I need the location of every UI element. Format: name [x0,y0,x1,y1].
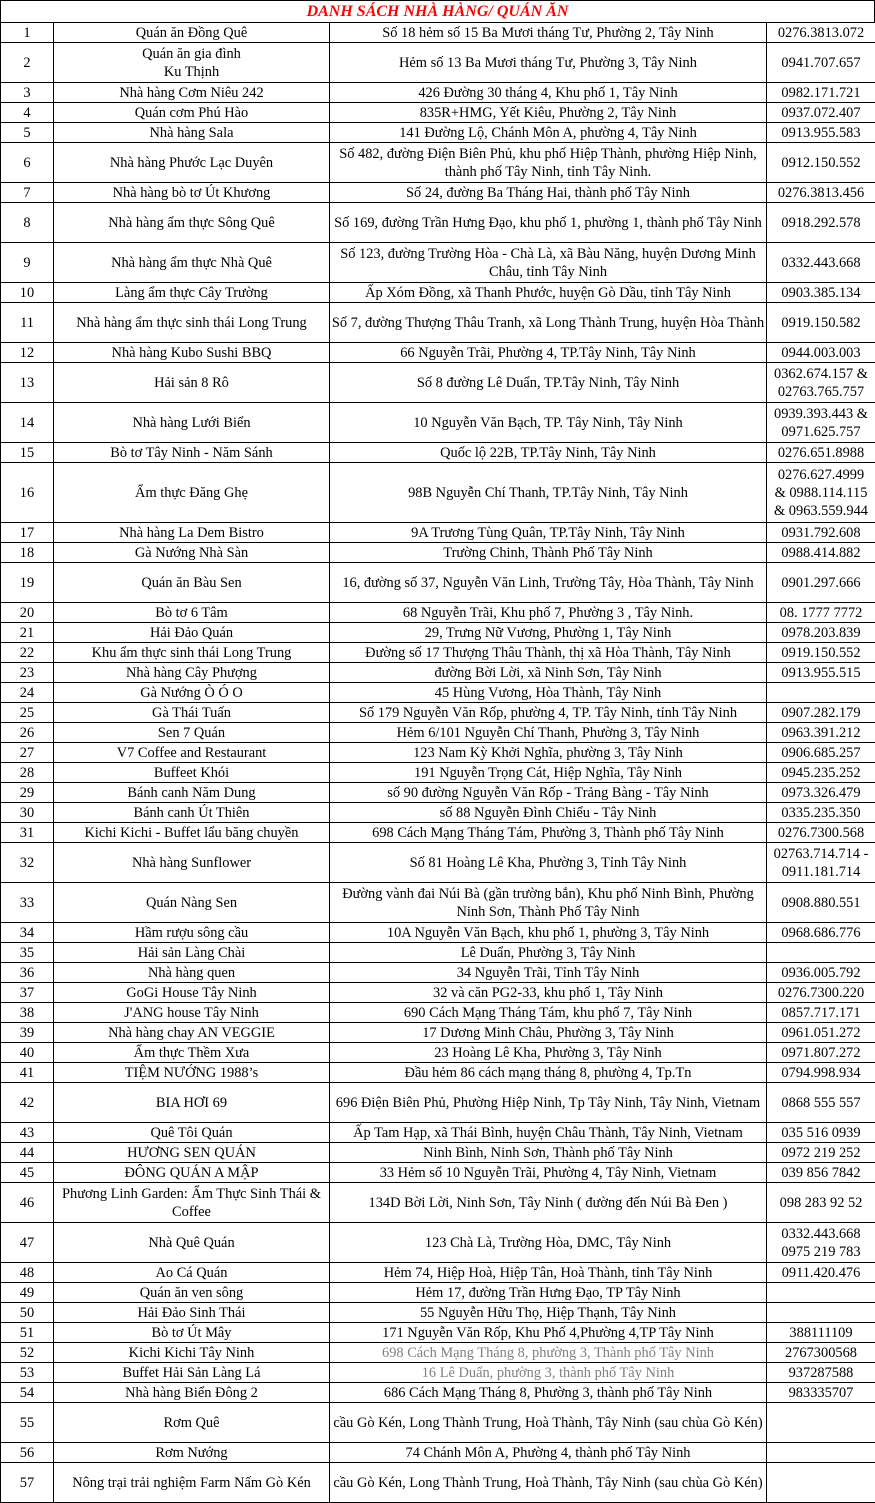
restaurant-address: 426 Đường 30 tháng 4, Khu phố 1, Tây Ninh [330,83,767,103]
restaurant-address: Hẻm 6/101 Nguyễn Chí Thanh, Phường 3, Tây Ninh [330,723,767,743]
restaurant-phone: 0276.627.4999 & 0988.114.115 & 0963.559.944 [767,463,875,523]
restaurant-phone: 0944.003.003 [767,343,875,363]
row-number: 33 [1,883,54,923]
restaurant-name: Quê Tôi Quán [54,1123,330,1143]
restaurant-phone [767,1303,875,1323]
restaurant-phone: 0937.072.407 [767,103,875,123]
restaurant-address: 68 Nguyễn Trãi, Khu phố 7, Phường 3 , Tây Ninh. [330,603,767,623]
table-row [1,303,875,343]
row-number: 16 [1,463,54,523]
restaurant-name: Kichi Kichi Tây Ninh [54,1343,330,1363]
restaurant-name: BIA HƠI 69 [54,1083,330,1123]
restaurant-name: Nhà hàng Cây Phượng [54,663,330,683]
restaurant-name: Nhà Quê Quán [54,1223,330,1263]
restaurant-phone: 0906.685.257 [767,743,875,763]
table-row [1,523,875,543]
row-number: 13 [1,363,54,403]
restaurant-phone: 983335707 [767,1383,875,1403]
restaurant-address: 171 Nguyễn Văn Rốp, Khu Phố 4,Phường 4,TP Tây Ninh [330,1323,767,1343]
table-row [1,243,875,283]
row-number: 50 [1,1303,54,1323]
restaurant-phone: 0911.420.476 [767,1263,875,1283]
table-row [1,663,875,683]
row-number: 7 [1,183,54,203]
row-number: 6 [1,143,54,183]
row-number: 23 [1,663,54,683]
restaurant-phone: 0332.443.668 0975 219 783 [767,1223,875,1263]
row-number: 22 [1,643,54,663]
restaurant-address: 9A Trương Tùng Quân, TP.Tây Ninh, Tây Ninh [330,523,767,543]
restaurant-phone: 0961.051.272 [767,1023,875,1043]
table-row [1,1223,875,1263]
table-row [1,743,875,763]
table-row [1,1163,875,1183]
restaurant-phone: 0972 219 252 [767,1143,875,1163]
restaurant-address: 10A Nguyễn Văn Bạch, khu phố 1, phường 3, Tây Ninh [330,923,767,943]
restaurant-name: Buffeet Khói [54,763,330,783]
table-row [1,783,875,803]
restaurant-name: Nhà hàng Sala [54,123,330,143]
table-row [1,1443,875,1463]
restaurant-address: Hẻm 74, Hiệp Hoà, Hiệp Tân, Hoà Thành, tỉnh Tây Ninh [330,1263,767,1283]
row-number: 43 [1,1123,54,1143]
restaurant-phone: 0919.150.552 [767,643,875,663]
restaurant-phone [767,683,875,703]
restaurant-address: Trường Chinh, Thành Phố Tây Ninh [330,543,767,563]
table-row [1,123,875,143]
row-number: 36 [1,963,54,983]
restaurant-phone [767,1403,875,1443]
restaurant-address: Số 7, đường Thượng Thâu Tranh, xã Long Thành Trung, huyện Hòa Thành [330,303,767,343]
restaurant-address: số 88 Nguyễn Đình Chiểu - Tây Ninh [330,803,767,823]
restaurant-name: V7 Coffee and Restaurant [54,743,330,763]
table-row [1,643,875,663]
row-number: 18 [1,543,54,563]
table-row [1,43,875,83]
row-number: 4 [1,103,54,123]
row-number: 49 [1,1283,54,1303]
restaurant-name: Gà Nướng Ò Ó O [54,683,330,703]
restaurant-address: Lê Duẩn, Phường 3, Tây Ninh [330,943,767,963]
restaurant-address: Hẻm số 13 Ba Mươi tháng Tư, Phường 3, Tây Ninh [330,43,767,83]
table-row [1,923,875,943]
restaurant-name: Bò tơ Tây Ninh - Năm Sánh [54,443,330,463]
table-row [1,1063,875,1083]
restaurant-address: 55 Nguyễn Hữu Thọ, Hiệp Thạnh, Tây Ninh [330,1303,767,1323]
restaurant-phone: 388111109 [767,1323,875,1343]
restaurant-name: Khu ẩm thực sinh thái Long Trung [54,643,330,663]
restaurant-phone: 0857.717.171 [767,1003,875,1023]
restaurant-name: Bánh canh Út Thiên [54,803,330,823]
restaurant-name: Nhà hàng ẩm thực Nhà Quê [54,243,330,283]
table-row [1,843,875,883]
restaurant-phone: 035 516 0939 [767,1123,875,1143]
table-row [1,1323,875,1343]
restaurant-phone [767,943,875,963]
restaurant-phone: 0968.686.776 [767,923,875,943]
table-row [1,1463,875,1503]
restaurant-name: Quán ăn Bàu Sen [54,563,330,603]
row-number: 40 [1,1043,54,1063]
restaurant-phone: 0276.651.8988 [767,443,875,463]
restaurant-address: 45 Hùng Vương, Hòa Thành, Tây Ninh [330,683,767,703]
table-row [1,363,875,403]
table-row [1,1403,875,1443]
restaurant-name: J'ANG house Tây Ninh [54,1003,330,1023]
restaurant-address: 698 Cách Mạng Tháng 8, phường 3, Thành phố Tây Ninh [330,1343,767,1363]
restaurant-name: Nhà hàng Kubo Sushi BBQ [54,343,330,363]
table-row [1,343,875,363]
restaurant-name: Ẩm thực Thềm Xưa [54,1043,330,1063]
table-row [1,103,875,123]
restaurant-name: Sen 7 Quán [54,723,330,743]
row-number: 37 [1,983,54,1003]
restaurant-phone: 0913.955.515 [767,663,875,683]
restaurant-address: 134D Bời Lời, Ninh Sơn, Tây Ninh ( đường đến Núi Bà Đen ) [330,1183,767,1223]
table-row [1,703,875,723]
restaurant-phone: 0332.443.668 [767,243,875,283]
restaurant-address: Đường vành đai Núi Bà (gần trường bắn), Khu phố Ninh Bình, Phường Ninh Sơn, Thành Phố Tây Ninh [330,883,767,923]
restaurant-name: Hầm rượu sông cầu [54,923,330,943]
row-number: 34 [1,923,54,943]
restaurant-name: Nhà hàng bò tơ Út Khương [54,183,330,203]
restaurant-name: Hải sản 8 Rô [54,363,330,403]
restaurant-phone: 0901.297.666 [767,563,875,603]
table-row [1,823,875,843]
restaurant-name: ĐÔNG QUÁN A MẬP [54,1163,330,1183]
restaurant-address: Số 169, đường Trần Hưng Đạo, khu phố 1, phường 1, thành phố Tây Ninh [330,203,767,243]
table-row [1,1383,875,1403]
sheet-title: DANH SÁCH NHÀ HÀNG/ QUÁN ĂN [0,0,875,22]
restaurant-phone: 0868 555 557 [767,1083,875,1123]
restaurant-name: Rơm Quê [54,1403,330,1443]
row-number: 12 [1,343,54,363]
restaurant-phone: 039 856 7842 [767,1163,875,1183]
row-number: 46 [1,1183,54,1223]
row-number: 30 [1,803,54,823]
table-row [1,543,875,563]
restaurant-phone: 0918.292.578 [767,203,875,243]
restaurant-name: Làng ẩm thực Cây Trường [54,283,330,303]
table-row [1,23,875,43]
table-row [1,803,875,823]
restaurant-phone: 0963.391.212 [767,723,875,743]
restaurant-name: Nhà hàng ẩm thực sinh thái Long Trung [54,303,330,343]
restaurant-address: 690 Cách Mạng Tháng Tám, khu phố 7, Tây Ninh [330,1003,767,1023]
restaurant-address: 835R+HMG, Yết Kiêu, Phường 2, Tây Ninh [330,103,767,123]
restaurant-address: Đường số 17 Thượng Thâu Thành, thị xã Hòa Thành, Tây Ninh [330,643,767,663]
table-row [1,1083,875,1123]
row-number: 20 [1,603,54,623]
restaurant-name: Hải sản Làng Chài [54,943,330,963]
table-row [1,1303,875,1323]
restaurant-phone: 0276.3813.072 [767,23,875,43]
restaurant-address: Quốc lộ 22B, TP.Tây Ninh, Tây Ninh [330,443,767,463]
restaurant-address: 696 Điện Biên Phủ, Phường Hiệp Ninh, Tp Tây Ninh, Tây Ninh, Vietnam [330,1083,767,1123]
restaurant-name: Rơm Nướng [54,1443,330,1463]
restaurant-name: Hải Đảo Sinh Thái [54,1303,330,1323]
restaurant-name: Nhà hàng Lưới Biển [54,403,330,443]
row-number: 1 [1,23,54,43]
restaurant-name: Ẩm thực Đăng Ghẹ [54,463,330,523]
table-row [1,1343,875,1363]
restaurant-phone: 0913.955.583 [767,123,875,143]
table-row [1,983,875,1003]
restaurant-address: 17 Dương Minh Châu, Phường 3, Tây Ninh [330,1023,767,1043]
restaurant-name: Nhà hàng chay AN VEGGIE [54,1023,330,1043]
restaurant-name: Nhà hàng La Dem Bistro [54,523,330,543]
table-row [1,1283,875,1303]
restaurant-address: 698 Cách Mạng Tháng Tám, Phường 3, Thành phố Tây Ninh [330,823,767,843]
row-number: 3 [1,83,54,103]
restaurant-name: GoGi House Tây Ninh [54,983,330,1003]
restaurant-name: Ao Cá Quán [54,1263,330,1283]
restaurant-phone: 0276.7300.568 [767,823,875,843]
table-row [1,443,875,463]
table-row [1,403,875,443]
row-number: 2 [1,43,54,83]
row-number: 47 [1,1223,54,1263]
row-number: 53 [1,1363,54,1383]
restaurant-phone: 937287588 [767,1363,875,1383]
restaurant-phone: 0936.005.792 [767,963,875,983]
table-row [1,83,875,103]
row-number: 26 [1,723,54,743]
restaurant-phone [767,1463,875,1503]
restaurant-name: Gà Nướng Nhà Sàn [54,543,330,563]
restaurant-name: Quán cơm Phú Hào [54,103,330,123]
restaurant-address: 66 Nguyễn Trãi, Phường 4, TP.Tây Ninh, Tây Ninh [330,343,767,363]
restaurant-phone: 0931.792.608 [767,523,875,543]
restaurant-phone: 098 283 92 52 [767,1183,875,1223]
table-row [1,763,875,783]
table-row [1,1003,875,1023]
row-number: 19 [1,563,54,603]
table-row [1,723,875,743]
restaurant-address: Số 81 Hoàng Lê Kha, Phường 3, Tỉnh Tây Ninh [330,843,767,883]
restaurant-phone: 2767300568 [767,1343,875,1363]
table-row [1,963,875,983]
table-row [1,1023,875,1043]
restaurant-name: Bò tơ Út Mây [54,1323,330,1343]
restaurant-address: Ấp Tam Hạp, xã Thái Bình, huyện Châu Thành, Tây Ninh, Vietnam [330,1123,767,1143]
table-row [1,1123,875,1143]
restaurant-name: Kichi Kichi - Buffet lẩu băng chuyền [54,823,330,843]
restaurant-phone: 02763.714.714 - 0911.181.714 [767,843,875,883]
row-number: 51 [1,1323,54,1343]
row-number: 56 [1,1443,54,1463]
table-row [1,143,875,183]
restaurant-table [0,22,875,1503]
table-row [1,203,875,243]
restaurant-name: Quán ăn Đồng Quê [54,23,330,43]
restaurant-name: HƯƠNG SEN QUÁN [54,1143,330,1163]
restaurant-address: Đầu hẻm 86 cách mạng tháng 8, phường 4, Tp.Tn [330,1063,767,1083]
row-number: 24 [1,683,54,703]
restaurant-address: đường Bời Lời, xã Ninh Sơn, Tây Ninh [330,663,767,683]
restaurant-name: Quán ăn gia đình Ku Thịnh [54,43,330,83]
row-number: 21 [1,623,54,643]
table-row [1,463,875,523]
restaurant-address: 191 Nguyễn Trọng Cát, Hiệp Nghĩa, Tây Ninh [330,763,767,783]
restaurant-phone [767,1283,875,1303]
table-row [1,943,875,963]
restaurant-address: Ninh Bình, Ninh Sơn, Thành phố Tây Ninh [330,1143,767,1163]
restaurant-address: 74 Chánh Môn A, Phường 4, thành phố Tây Ninh [330,1443,767,1463]
table-row [1,183,875,203]
restaurant-phone: 0941.707.657 [767,43,875,83]
row-number: 27 [1,743,54,763]
row-number: 41 [1,1063,54,1083]
row-number: 11 [1,303,54,343]
restaurant-phone: 0276.7300.220 [767,983,875,1003]
row-number: 42 [1,1083,54,1123]
row-number: 55 [1,1403,54,1443]
restaurant-address: 16, đường số 37, Nguyễn Văn Linh, Trường Tây, Hòa Thành, Tây Ninh [330,563,767,603]
restaurant-address: cầu Gò Kén, Long Thành Trung, Hoà Thành, Tây Ninh (sau chùa Gò Kén) [330,1403,767,1443]
restaurant-name: Bánh canh Năm Dung [54,783,330,803]
row-number: 31 [1,823,54,843]
restaurant-name: Phương Linh Garden: Ẩm Thực Sinh Thái & Coffee [54,1183,330,1223]
restaurant-name: Nhà hàng Biển Đông 2 [54,1383,330,1403]
row-number: 38 [1,1003,54,1023]
row-number: 5 [1,123,54,143]
row-number: 54 [1,1383,54,1403]
restaurant-phone: 0912.150.552 [767,143,875,183]
restaurant-address: Số 482, đường Điện Biên Phủ, khu phố Hiệp Thành, phường Hiệp Ninh, thành phố Tây Ninh, tỉnh Tây Ninh. [330,143,767,183]
row-number: 10 [1,283,54,303]
restaurant-address: Số 8 đường Lê Duẩn, TP.Tây Ninh, Tây Ninh [330,363,767,403]
restaurant-phone [767,1443,875,1463]
restaurant-phone: 0939.393.443 & 0971.625.757 [767,403,875,443]
restaurant-address: 16 Lê Duẩn, phường 3, thành phố Tây Ninh [330,1363,767,1383]
restaurant-address: 33 Hẻm số 10 Nguyễn Trãi, Phường 4, Tây Ninh, Vietnam [330,1163,767,1183]
row-number: 44 [1,1143,54,1163]
restaurant-address: Ấp Xóm Đồng, xã Thanh Phước, huyện Gò Dầu, tỉnh Tây Ninh [330,283,767,303]
restaurant-phone: 0988.414.882 [767,543,875,563]
restaurant-phone: 0335.235.350 [767,803,875,823]
table-row [1,683,875,703]
restaurant-address: 123 Nam Kỳ Khởi Nghĩa, phường 3, Tây Ninh [330,743,767,763]
restaurant-address: 98B Nguyễn Chí Thanh, TP.Tây Ninh, Tây Ninh [330,463,767,523]
row-number: 32 [1,843,54,883]
row-number: 29 [1,783,54,803]
table-row [1,623,875,643]
restaurant-name: Quán Nàng Sen [54,883,330,923]
restaurant-address: Số 123, đường Trường Hòa - Chà Là, xã Bàu Năng, huyện Dương Minh Châu, tỉnh Tây Ninh [330,243,767,283]
restaurant-phone: 0908.880.551 [767,883,875,923]
restaurant-name: Quán ăn ven sông [54,1283,330,1303]
table-row [1,1183,875,1223]
restaurant-address: 123 Chà Là, Trường Hòa, DMC, Tây Ninh [330,1223,767,1263]
restaurant-name: Buffet Hải Sản Làng Lá [54,1363,330,1383]
restaurant-address: cầu Gò Kén, Long Thành Trung, Hoà Thành, Tây Ninh (sau chùa Gò Kén) [330,1463,767,1503]
restaurant-phone: 0978.203.839 [767,623,875,643]
table-row [1,1143,875,1163]
restaurant-address: Số 179 Nguyễn Văn Rốp, phường 4, TP. Tây Ninh, tỉnh Tây Ninh [330,703,767,723]
table-row [1,883,875,923]
table-row [1,563,875,603]
row-number: 28 [1,763,54,783]
restaurant-address: 34 Nguyễn Trãi, Tỉnh Tây Ninh [330,963,767,983]
table-row [1,1363,875,1383]
row-number: 48 [1,1263,54,1283]
restaurant-address: 32 và căn PG2-33, khu phố 1, Tây Ninh [330,983,767,1003]
row-number: 52 [1,1343,54,1363]
row-number: 25 [1,703,54,723]
row-number: 15 [1,443,54,463]
restaurant-address: 29, Trưng Nữ Vương, Phường 1, Tây Ninh [330,623,767,643]
row-number: 35 [1,943,54,963]
restaurant-address: 10 Nguyễn Văn Bạch, TP. Tây Ninh, Tây Ninh [330,403,767,443]
restaurant-phone: 0973.326.479 [767,783,875,803]
restaurant-name: Gà Thái Tuấn [54,703,330,723]
table-row [1,603,875,623]
restaurant-name: Nhà hàng Cơm Niêu 242 [54,83,330,103]
restaurant-phone: 0982.171.721 [767,83,875,103]
table-row [1,1263,875,1283]
restaurant-address: 23 Hoàng Lê Kha, Phường 3, Tây Ninh [330,1043,767,1063]
restaurant-name: Hải Đảo Quán [54,623,330,643]
restaurant-address: Số 18 hẻm số 15 Ba Mươi tháng Tư, Phường 2, Tây Ninh [330,23,767,43]
row-number: 17 [1,523,54,543]
restaurant-name: TIỆM NƯỚNG 1988’s [54,1063,330,1083]
row-number: 57 [1,1463,54,1503]
restaurant-phone: 0362.674.157 & 02763.765.757 [767,363,875,403]
row-number: 45 [1,1163,54,1183]
restaurant-address: 686 Cách Mạng Tháng 8, Phường 3, thành phố Tây Ninh [330,1383,767,1403]
restaurant-name: Nông trại trải nghiệm Farm Nấm Gò Kén [54,1463,330,1503]
restaurant-address: Hẻm 17, đường Trần Hưng Đạo, TP Tây Ninh [330,1283,767,1303]
table-row [1,1043,875,1063]
table-row [1,283,875,303]
restaurant-address: 141 Đường Lộ, Chánh Môn A, phường 4, Tây Ninh [330,123,767,143]
restaurant-address: số 90 đường Nguyễn Văn Rốp - Trảng Bàng - Tây Ninh [330,783,767,803]
restaurant-name: Nhà hàng quen [54,963,330,983]
row-number: 9 [1,243,54,283]
restaurant-address: Số 24, đường Ba Tháng Hai, thành phố Tây Ninh [330,183,767,203]
restaurant-name: Nhà hàng ẩm thực Sông Quê [54,203,330,243]
restaurant-phone: 0971.807.272 [767,1043,875,1063]
restaurant-name: Bò tơ 6 Tâm [54,603,330,623]
restaurant-phone: 0794.998.934 [767,1063,875,1083]
row-number: 39 [1,1023,54,1043]
row-number: 8 [1,203,54,243]
restaurant-phone: 08. 1777 7772 [767,603,875,623]
restaurant-phone: 0276.3813.456 [767,183,875,203]
restaurant-name: Nhà hàng Sunflower [54,843,330,883]
restaurant-phone: 0907.282.179 [767,703,875,723]
row-number: 14 [1,403,54,443]
restaurant-phone: 0919.150.582 [767,303,875,343]
restaurant-name: Nhà hàng Phước Lạc Duyên [54,143,330,183]
restaurant-phone: 0903.385.134 [767,283,875,303]
restaurant-phone: 0945.235.252 [767,763,875,783]
